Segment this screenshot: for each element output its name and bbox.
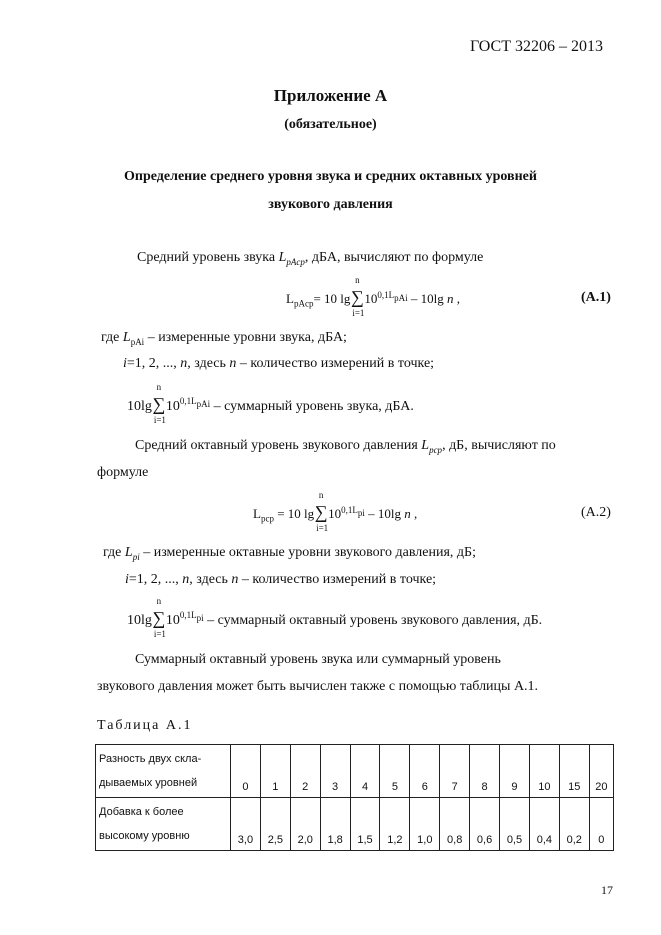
intro-paragraph-2-line2: формуле [97, 465, 149, 480]
document-header: ГОСТ 32206 – 2013 [469, 38, 603, 55]
table-row [96, 745, 614, 798]
index-line-1: i=1, 2, ..., n, здесь n – количество измерений в точке; [123, 356, 435, 371]
table-row [96, 798, 614, 851]
equation-number-a1: (А.1) [581, 290, 611, 305]
table-cell: 10 [529, 745, 559, 798]
section-title-line2: звукового давления [268, 197, 393, 212]
formula-a2: $L_{pcp} = 10$ lg n ∑ i=1 $10^{0,1L_{pi}} - 10\lg$ n , [253, 490, 418, 533]
table-cell: 5 [380, 745, 410, 798]
annex-status: (обязательное) [284, 117, 377, 132]
table-cell: 0,8 [440, 798, 470, 851]
where-line-2: где $L_{pi}$ – измеренные октавные уровни звукового давления, дБ; [103, 545, 476, 562]
sum-symbol: n ∑ i=1 [314, 490, 329, 533]
annex-title: Приложение А [273, 86, 388, 105]
sum-symbol: n ∑ i=1 [152, 596, 166, 639]
sum-definition-2: 10lg n ∑ i=1 $10^{0,1L_{pi}}$ – суммарный октавный уровень звукового давления, дБ. [127, 596, 543, 639]
table-cell: 20 [589, 745, 613, 798]
sum-definition-1: 10lg n ∑ i=1 $10^{0,1L_{pAi}}$ – суммарный уровень звука, дБА. [127, 382, 414, 425]
sum-symbol: n ∑ i=1 [152, 382, 166, 425]
table-cell: 1,5 [350, 798, 380, 851]
table-cell: 1 [260, 745, 290, 798]
table-cell: 15 [559, 745, 589, 798]
section-title-line1: Определение среднего уровня звука и средних октавных уровней [124, 169, 537, 184]
intro-paragraph-2: Средний октавный уровень звукового давления $L_{pcp}$, дБ, вычисляют по [135, 438, 556, 455]
sum-symbol: n ∑ i=1 [350, 275, 365, 318]
where-line-1: где $L_{pAi}$ – измеренные уровни звука, дБА; [101, 330, 347, 347]
formula-a1: $L_{pAcp}= 10$ lg n ∑ i=1 $10^{0,1L_{pAi}} - 10\lg$ n , [286, 275, 461, 318]
table-cell: 0,5 [500, 798, 530, 851]
table-cell: 7 [440, 745, 470, 798]
closing-line-2: звукового давления может быть вычислен также с помощью таблицы А.1. [97, 679, 539, 694]
table-cell: 0,2 [559, 798, 589, 851]
table-cell: 1,8 [320, 798, 350, 851]
table-caption: Таблица А.1 [97, 718, 193, 733]
table-cell: 1,2 [380, 798, 410, 851]
page-number: 17 [601, 883, 613, 897]
table-cell: 3 [320, 745, 350, 798]
level-addition-table [95, 744, 614, 851]
table-cell: 9 [500, 745, 530, 798]
table-cell: 6 [410, 745, 440, 798]
intro-paragraph-1: Средний уровень звука $L_{pAcp}$, дБА, вычисляют по формуле [137, 250, 484, 267]
table-cell: 0,6 [470, 798, 500, 851]
equation-number-a2: (А.2) [581, 505, 611, 520]
table-cell: 4 [350, 745, 380, 798]
row-label: Добавка к более высокому уровню [96, 798, 231, 851]
table-cell: 3,0 [231, 798, 261, 851]
table-cell: 2 [290, 745, 320, 798]
table-cell: 2,0 [290, 798, 320, 851]
row-label: Разность двух скла- дываемых уровней [96, 745, 231, 798]
table-cell: 2,5 [260, 798, 290, 851]
index-line-2: i=1, 2, ..., n, здесь n – количество измерений в точке; [125, 572, 437, 587]
closing-line-1: Суммарный октавный уровень звука или суммарный уровень [135, 652, 501, 667]
table-cell: 0 [589, 798, 613, 851]
table-cell: 0 [231, 745, 261, 798]
table-cell: 8 [470, 745, 500, 798]
table-cell: 0,4 [529, 798, 559, 851]
table-cell: 1,0 [410, 798, 440, 851]
